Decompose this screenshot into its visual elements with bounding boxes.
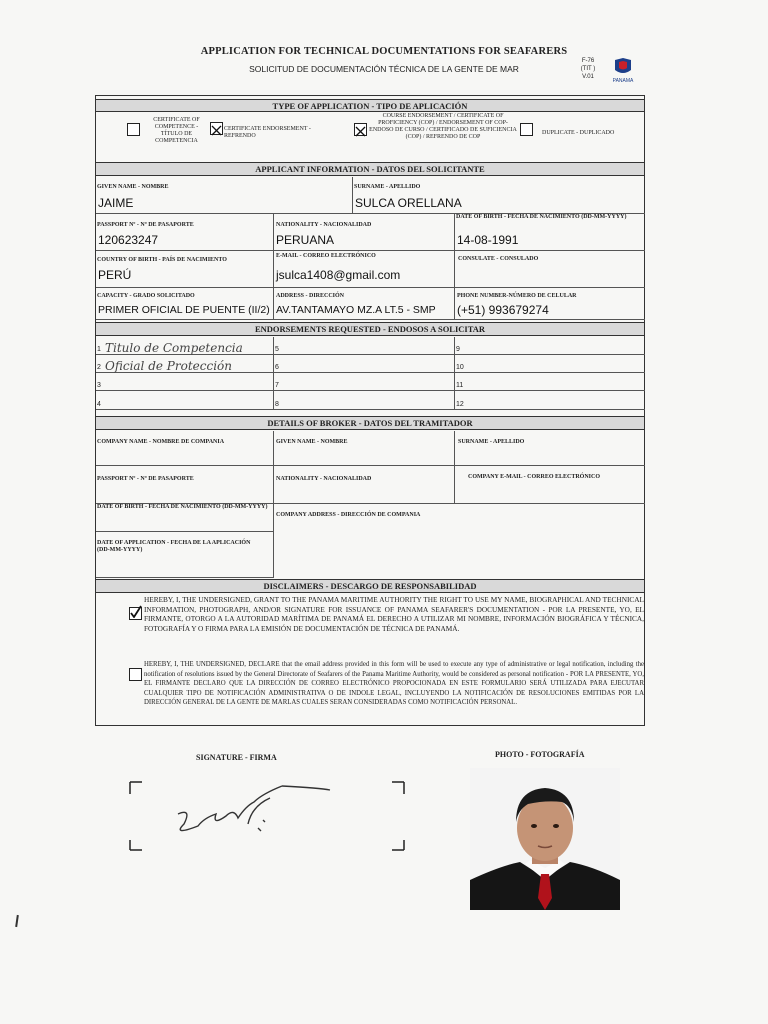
phone-label: PHONE NUMBER-NÚMERO DE CELULAR: [457, 293, 577, 299]
endorsement-slot-9[interactable]: [455, 337, 645, 355]
dob-value[interactable]: 14-08-1991: [457, 233, 519, 247]
email-label: E-MAIL - CORREO ELECTRÓNICO: [276, 253, 376, 259]
endorsement-number: 6: [275, 364, 279, 371]
endorsement-number: 8: [275, 401, 279, 408]
handwritten-signature: [178, 786, 330, 831]
broker-given-label: GIVEN NAME - NOMBRE: [276, 439, 348, 445]
applicant-photo: [470, 768, 620, 910]
signature-box[interactable]: [120, 772, 420, 862]
endorsement-slot-10[interactable]: [455, 355, 645, 373]
passport-value[interactable]: 120623247: [98, 233, 159, 247]
disclaimers-heading: DISCLAIMERS - DESCARGO DE RESPONSABILIDAD: [96, 579, 644, 593]
broker-surname-label: SURNAME - APELLIDO: [458, 439, 525, 445]
endorsement-number: 9: [456, 346, 460, 353]
endorsement-slot-11[interactable]: [455, 373, 645, 391]
disclaimer-2-text: HEREBY, I, THE UNDERSIGNED, DECLARE that the email address provided in this form will be used to execute any type of administrative or legal notification, including the notification of resolutions issued by the General Directorate of Seafarers of the Panama Maritime Authority, would be considered as personal notification - POR LA PRESENTE, YO, EL FIRMANTE DECLARO QUE LA DIRECCIÓN DE CORREO ELECTRÓNICO PROPOCIONADA EN ESTE FORMULARIO SERÁ UTILIZADA PARA EJECUTAR CUALQUIER TIPO DE NOTIFICACIÓN ADMINISTRATIVA O DE INDOLE LEGAL, INCLUYENDO LA NOTIFICACIÓN DE RESOLUCIONES EMITIDAS POR LA DIRECCIÓN GENERAL DE LA GENTE DE MARLAS CUALES SERAN CONSIDERADAS COMO NOTIFICACIÓN PERSONAL.: [144, 661, 644, 706]
endorsement-slot-4[interactable]: [96, 391, 274, 410]
broker-company-label: COMPANY NAME - NOMBRE DE COMPANIA: [97, 439, 225, 445]
surname-label: SURNAME - APELLIDO: [354, 184, 421, 190]
disclaimer-1-checkbox[interactable]: [129, 607, 142, 620]
disclaimer-1-text: HEREBY, I, THE UNDERSIGNED, GRANT TO THE PANAMA MARITIME AUTHORITY THE RIGHT TO USE MY NAME, BIOGRAPHICAL AND TECHNICAL INFORMATION, PHOTOGRAPH, AND/OR SIGNATURE FOR ISSUANCE OF PANAMA SEAFARER'S DOCUMENTATION - POR LA PRESENTE, YO, EL FIRMANTE, OTORGO A LA AUTORIDAD MARÍTIMA DE PANAMÁ EL DERECHO A UTILIZAR MI NOMBRE, INFORMACIÓN BIOGRÁFICA Y TÉCNICA, FOTOGRAFÍA Y O FIRMA PARA LA EMISIÓN DE DOCUMENTACIÓN DE TÉCNICA DE PANAMÁ.: [144, 595, 644, 633]
duplicate-checkbox[interactable]: [520, 123, 533, 136]
broker-address-label: COMPANY ADDRESS - DIRECCIÓN DE COMPANIA: [276, 512, 421, 518]
endorsement-slot-5[interactable]: [274, 337, 455, 355]
disclaimer-2-checkbox[interactable]: [129, 668, 142, 681]
endorsement-number: 11: [456, 382, 464, 389]
x-check-icon: [355, 126, 366, 137]
panama-maritime-logo-icon: [609, 56, 637, 86]
endorsement-number: 7: [275, 382, 279, 389]
broker-company-cell[interactable]: [96, 431, 274, 466]
capacity-value[interactable]: PRIMER OFICIAL DE PUENTE (II/2): [98, 304, 270, 316]
address-value[interactable]: AV.TANTAMAYO MZ.A LT.5 - SMP: [276, 304, 436, 316]
endorsement-text-1: Titulo de Competencia: [105, 341, 243, 355]
endorsement-text-2: Oficial de Protección: [105, 359, 232, 373]
broker-given-cell[interactable]: [274, 431, 455, 466]
endorsement-number: 1: [97, 346, 101, 353]
broker-dob-label: DATE OF BIRTH - FECHA DE NACIMIENTO (DD-MM-YYYY): [97, 504, 268, 510]
endorsement-slot-6[interactable]: [274, 355, 455, 373]
application-form: [95, 95, 645, 726]
address-label: ADDRESS - DIRECCIÓN: [276, 293, 345, 299]
form-title-es: SOLICITUD DE DOCUMENTACIÓN TÉCNICA DE LA GENTE DE MAR: [249, 64, 519, 74]
phone-value[interactable]: (+51) 993679274: [457, 303, 549, 317]
duplicate-label: DUPLICATE - DUPLICADO: [542, 130, 615, 136]
endorsement-slot-7[interactable]: [274, 373, 455, 391]
endorsement-slot-12[interactable]: [455, 391, 645, 410]
nationality-label: NATIONALITY - NACIONALIDAD: [276, 222, 372, 228]
coc-checkbox[interactable]: [127, 123, 140, 136]
email-value[interactable]: jsulca1408@gmail.com: [276, 268, 401, 282]
coc-label: CERTIFICATE OF COMPETENCE - TÍTULO DE COMPETENCIA: [153, 117, 200, 144]
endorsement-number: 2: [97, 364, 101, 371]
certificate-endorsement-label: CERTIFICATE ENDORSEMENT - REFRENDO: [224, 126, 311, 139]
country-label: COUNTRY OF BIRTH - PAÍS DE NACIMIENTO: [97, 257, 227, 263]
nationality-value[interactable]: PERUANA: [276, 233, 335, 247]
broker-passport-cell[interactable]: [96, 466, 274, 504]
broker-heading: DETAILS OF BROKER - DATOS DEL TRAMITADOR: [96, 416, 644, 430]
form-title-en: APPLICATION FOR TECHNICAL DOCUMENTATIONS FOR SEAFARERS: [200, 46, 568, 57]
broker-passport-label: PASSPORT Nº - Nº DE PASAPORTE: [97, 476, 194, 482]
surname-value[interactable]: SULCA ORELLANA: [355, 196, 462, 210]
endorsement-number: 12: [456, 401, 464, 408]
capacity-label: CAPACITY - GRADO SOLICITADO: [97, 293, 195, 299]
endorsement-number: 4: [97, 401, 101, 408]
given-name-cell: [96, 177, 353, 214]
photo-label: PHOTO - FOTOGRAFÍA: [495, 750, 585, 759]
page-mark: [15, 915, 19, 927]
course-endorsement-label: COURSE ENDORSEMENT / CERTIFICATE OF PROFICIENCY (COP) / ENDORSEMENT OF COP- ENDOSO DE CURSO / CERTIFICADO DE SUFICIENCIA (COP) / REFRENDO DE COP: [369, 113, 517, 140]
endorsement-slot-3[interactable]: [96, 373, 274, 391]
given-name-value[interactable]: JAIME: [98, 196, 134, 210]
certificate-endorsement-checkbox[interactable]: [210, 122, 223, 135]
broker-nationality-cell[interactable]: [274, 466, 455, 504]
broker-nationality-label: NATIONALITY - NACIONALIDAD: [276, 476, 372, 482]
broker-surname-cell[interactable]: [455, 431, 645, 466]
checkmark-icon: [129, 605, 142, 618]
applicant-heading: APPLICANT INFORMATION - DATOS DEL SOLICITANTE: [96, 162, 644, 176]
type-of-application-heading: TYPE OF APPLICATION - TIPO DE APLICACIÓN: [96, 99, 644, 112]
course-endorsement-checkbox[interactable]: [354, 123, 367, 136]
endorsements-heading: ENDORSEMENTS REQUESTED - ENDOSOS A SOLICITAR: [96, 322, 644, 336]
endorsement-number: 3: [97, 382, 101, 389]
date-application-cell[interactable]: [96, 532, 274, 578]
logo-text: PANAMA: [612, 78, 634, 84]
dob-label: DATE OF BIRTH - FECHA DE NACIMIENTO (DD-MM-YYYY): [456, 214, 627, 220]
form-code: F-76 (TIT ) V.01: [580, 58, 596, 80]
endorsement-number: 10: [456, 364, 464, 371]
date-application-label: DATE OF APPLICATION - FECHA DE LA APLICACIÓN (DD-MM-YYYY): [97, 540, 251, 553]
x-check-icon: [211, 125, 222, 136]
passport-label: PASSPORT Nº - Nº DE PASAPORTE: [97, 222, 194, 228]
broker-email-cell[interactable]: [455, 466, 645, 504]
consulate-label: CONSULATE - CONSULADO: [458, 256, 539, 262]
country-value[interactable]: PERÚ: [98, 268, 132, 282]
signature-label: SIGNATURE - FIRMA: [196, 753, 277, 762]
broker-email-label: COMPANY E-MAIL - CORREO ELECTRÓNICO: [468, 474, 601, 480]
given-name-label: GIVEN NAME - NOMBRE: [97, 184, 169, 190]
endorsement-number: 5: [275, 346, 279, 353]
endorsement-slot-8[interactable]: [274, 391, 455, 410]
